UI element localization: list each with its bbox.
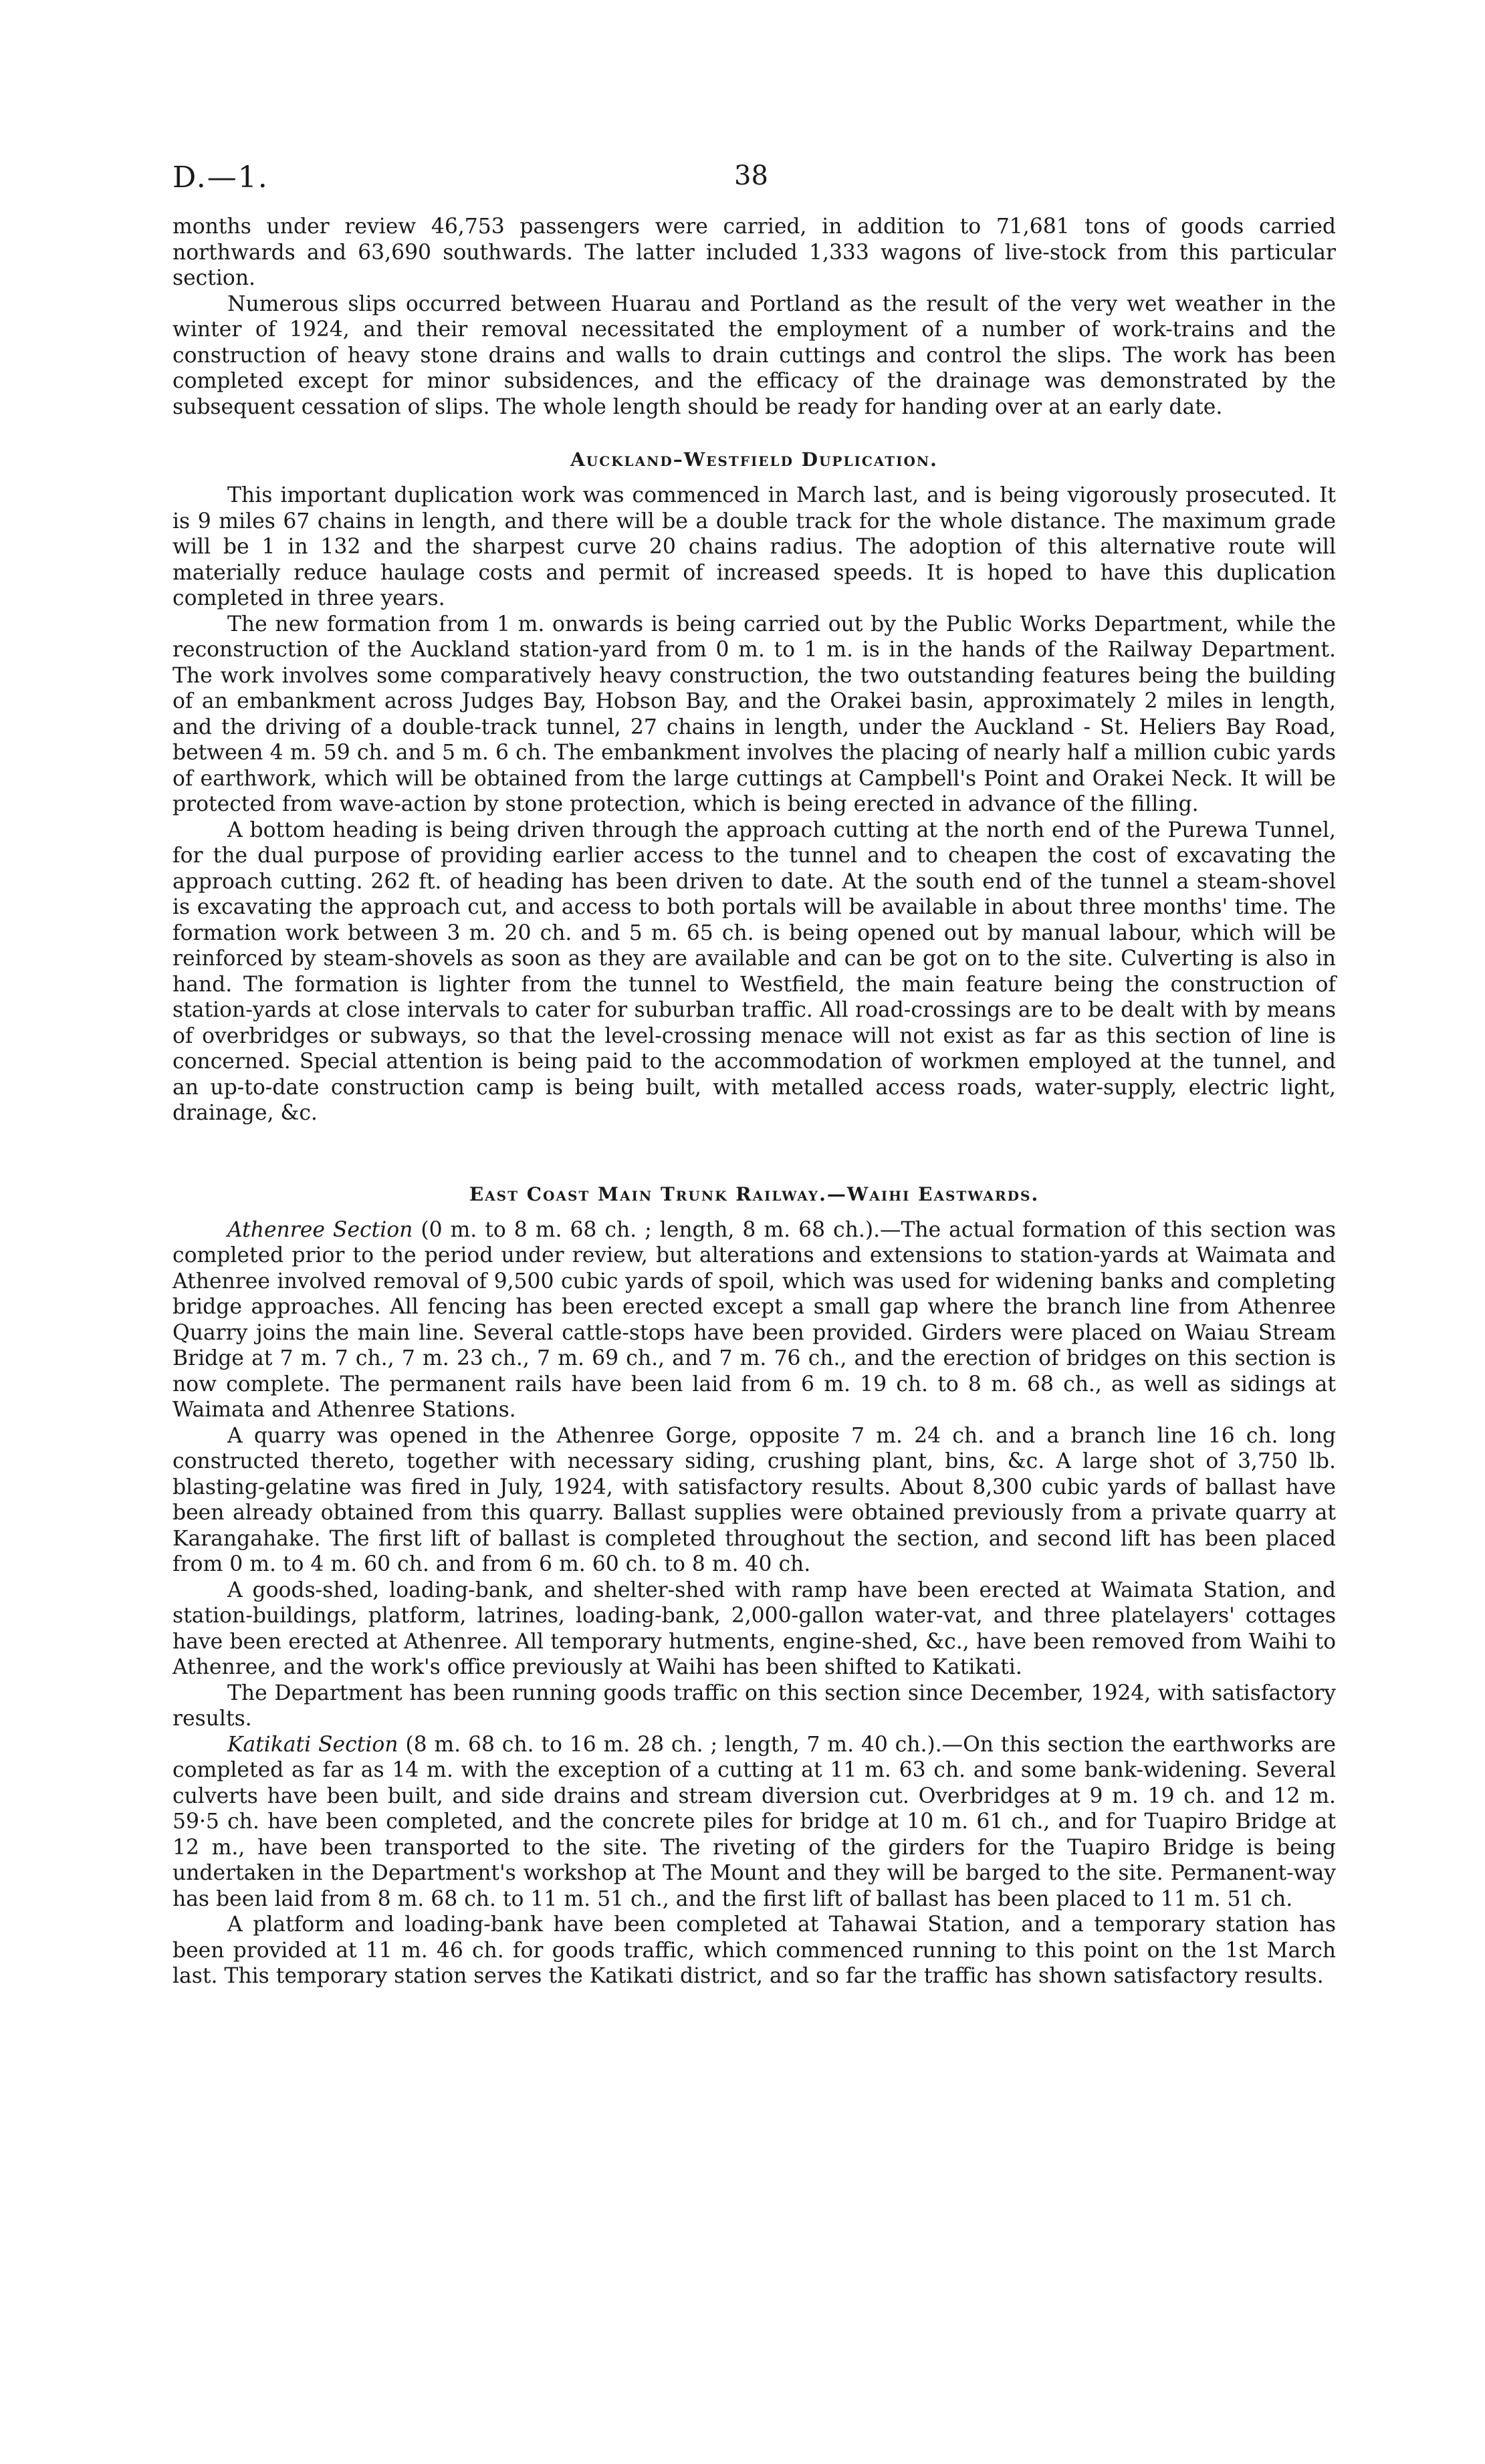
paragraph: A bottom heading is being driven through the approach cutting at the north end of the Purewa Tunnel, for the dual purpose of providing earlier access to the tunnel and to cheapen the cost of excavating the approach cutting. 262 ft. of heading has been driven to date. At the south end of the tunnel a steam-shovel is excavating the approach cut, and access to both portals will be available in about three months' time. The formation work between 3 m. 20 ch. and 5 m. 65 ch. is being opened out by manual labour, which will be reinforced by steam-shovels as soon as they are available and can be got on to the site. Culverting is also in hand. The formation is lighter from the tunnel to Westfield, the main feature being the construction of station-yards at close intervals to cater for suburban traffic. All road-crossings are to be dealt with by means of overbridges or subways, so that the level-crossing menace will not exist as far as this section of line is concerned. Special attention is being paid to the accommodation of workmen employed at the tunnel, and an up-to-date construction camp is being built, with metalled access roads, water-supply, electric light, drainage, &c. [173,818,1336,1125]
running-head [173,160,1336,214]
paragraph-text: (8 m. 68 ch. to 16 m. 28 ch. ; length, 7 m. 40 ch.).—On this section the earthworks are completed as far as 14 m. with the exception of a cutting at 11 m. 63 ch. and some bank-widening. Several culverts have been built, and side drains and stream diversion cut. Overbridges at 9 m. 19 ch. and 12 m. 59·5 ch. have been completed, and the concrete piles for bridge at 10 m. 61 ch., and for Tuapiro Bridge at 12 m., have been transported to the site. The riveting of the girders for the Tuapiro Bridge is being undertaken in the Department's workshop at The Mount and they will be barged to the site. Permanent-way has been laid from 8 m. 68 ch. to 11 m. 51 ch., and the first lift of ballast has been placed to 11 m. 51 ch. [173,1732,1336,1911]
subsection-title-athenree: Athenree Section [227,1217,413,1242]
section-heading-auckland: Auckland–Westfield Duplication. [570,449,938,471]
paragraph-athenree [173,1217,1336,1423]
section-heading-east-coast: East Coast Main Trunk Railway.—Waihi Eastwards. [469,1183,1040,1205]
subsection-title-katikati: Katikati Section [227,1732,398,1757]
paragraph: The new formation from 1 m. onwards is being carried out by the Public Works Department, while the reconstruction of the Auckland station-yard from 0 m. to 1 m. is in the hands of the Railway Department. The work involves some comparatively heavy construction, the two outstanding features being the building of an embankment across Judges Bay, Hobson Bay, and the Orakei basin, approximately 2 miles in length, and the driving of a double-track tunnel, 27 chains in length, under the Auckland - St. Heliers Bay Road, between 4 m. 59 ch. and 5 m. 6 ch. The embankment involves the placing of nearly half a million cubic yards of earthwork, which will be obtained from the large cuttings at Campbell's Point and Orakei Neck. It will be protected from wave-action by stone protection, which is being erected in advance of the filling. [173,612,1336,816]
paragraph: A quarry was opened in the Athenree Gorge, opposite 7 m. 24 ch. and a branch line 16 ch. long constructed thereto, together with necessary siding, crushing plant, bins, &c. A large shot of 3,750 lb. blasting-gelatine was fired in July, 1924, with satisfactory results. About 8,300 cubic yards of ballast have been already obtained from this quarry. Ballast supplies were obtained previously from a private quarry at Karangahake. The first lift of ballast is completed throughout the section, and second lift has been placed from 0 m. to 4 m. 60 ch. and from 6 m. 60 ch. to 8 m. 40 ch. [173,1423,1336,1576]
paragraph: A goods-shed, loading-bank, and shelter-shed with ramp have been erected at Waimata Station, and station-buildings, platform, latrines, loading-bank, 2,000-gallon water-vat, and three platelayers' cottages have been erected at Athenree. All temporary hutments, engine-shed, &c., have been removed from Waihi to Athenree, and the work's office previously at Waihi has been shifted to Katikati. [173,1578,1336,1679]
document-page [173,160,1336,1989]
paragraph: The Department has been running goods traffic on this section since December, 1924, with satisfactory results. [173,1681,1336,1731]
paragraph: This important duplication work was commenced in March last, and is being vigorously prosecuted. It is 9 miles 67 chains in length, and there will be a double track for the whole distance. The maximum grade will be 1 in 132 and the sharpest curve 20 chains radius. The adoption of this alternative route will materially reduce haulage costs and permit of increased speeds. It is hoped to have this duplication completed in three years. [173,483,1336,610]
document-number: D.—1. [173,160,269,195]
paragraph-katikati [173,1732,1336,1913]
paragraph-text: (0 m. to 8 m. 68 ch. ; length, 8 m. 68 ch.).—The actual formation of this section was completed prior to the period under review, but alterations and extensions to station-yards at Waimata and Athenree involved removal of 9,500 cubic yards of spoil, which was used for widening banks and completing bridge approaches. All fencing has been erected except a small gap where the branch line from Athenree Quarry joins the main line. Several cattle-stops have been provided. Girders were placed on Waiau Stream Bridge at 7 m. 7 ch., 7 m. 23 ch., 7 m. 69 ch., and 7 m. 76 ch., and the erection of bridges on this section is now complete. The permanent rails have been laid from 6 m. 19 ch. to 8 m. 68 ch., as well as sidings at Waimata and Athenree Stations. [173,1217,1336,1422]
paragraph: Numerous slips occurred between Huarau and Portland as the result of the very wet weather in the winter of 1924, and their removal necessitated the employment of a number of work-trains and the construction of heavy stone drains and walls to drain cuttings and control the slips. The work has been completed except for minor subsidences, and the efficacy of the drainage was demonstrated by the subsequent cessation of slips. The whole length should be ready for handing over at an early date. [173,291,1336,419]
paragraph: A platform and loading-bank have been completed at Tahawai Station, and a temporary station has been provided at 11 m. 46 ch. for goods traffic, which commenced running to this point on the 1st March last. This temporary station serves the Katikati district, and so far the traffic has shown satisfactory results. [173,1913,1336,1988]
page-number: 38 [734,160,768,191]
paragraph: months under review 46,753 passengers were carried, in addition to 71,681 tons of goods carried northwards and 63,690 southwards. The latter included 1,333 wagons of live-stock from this particular section. [173,215,1336,290]
